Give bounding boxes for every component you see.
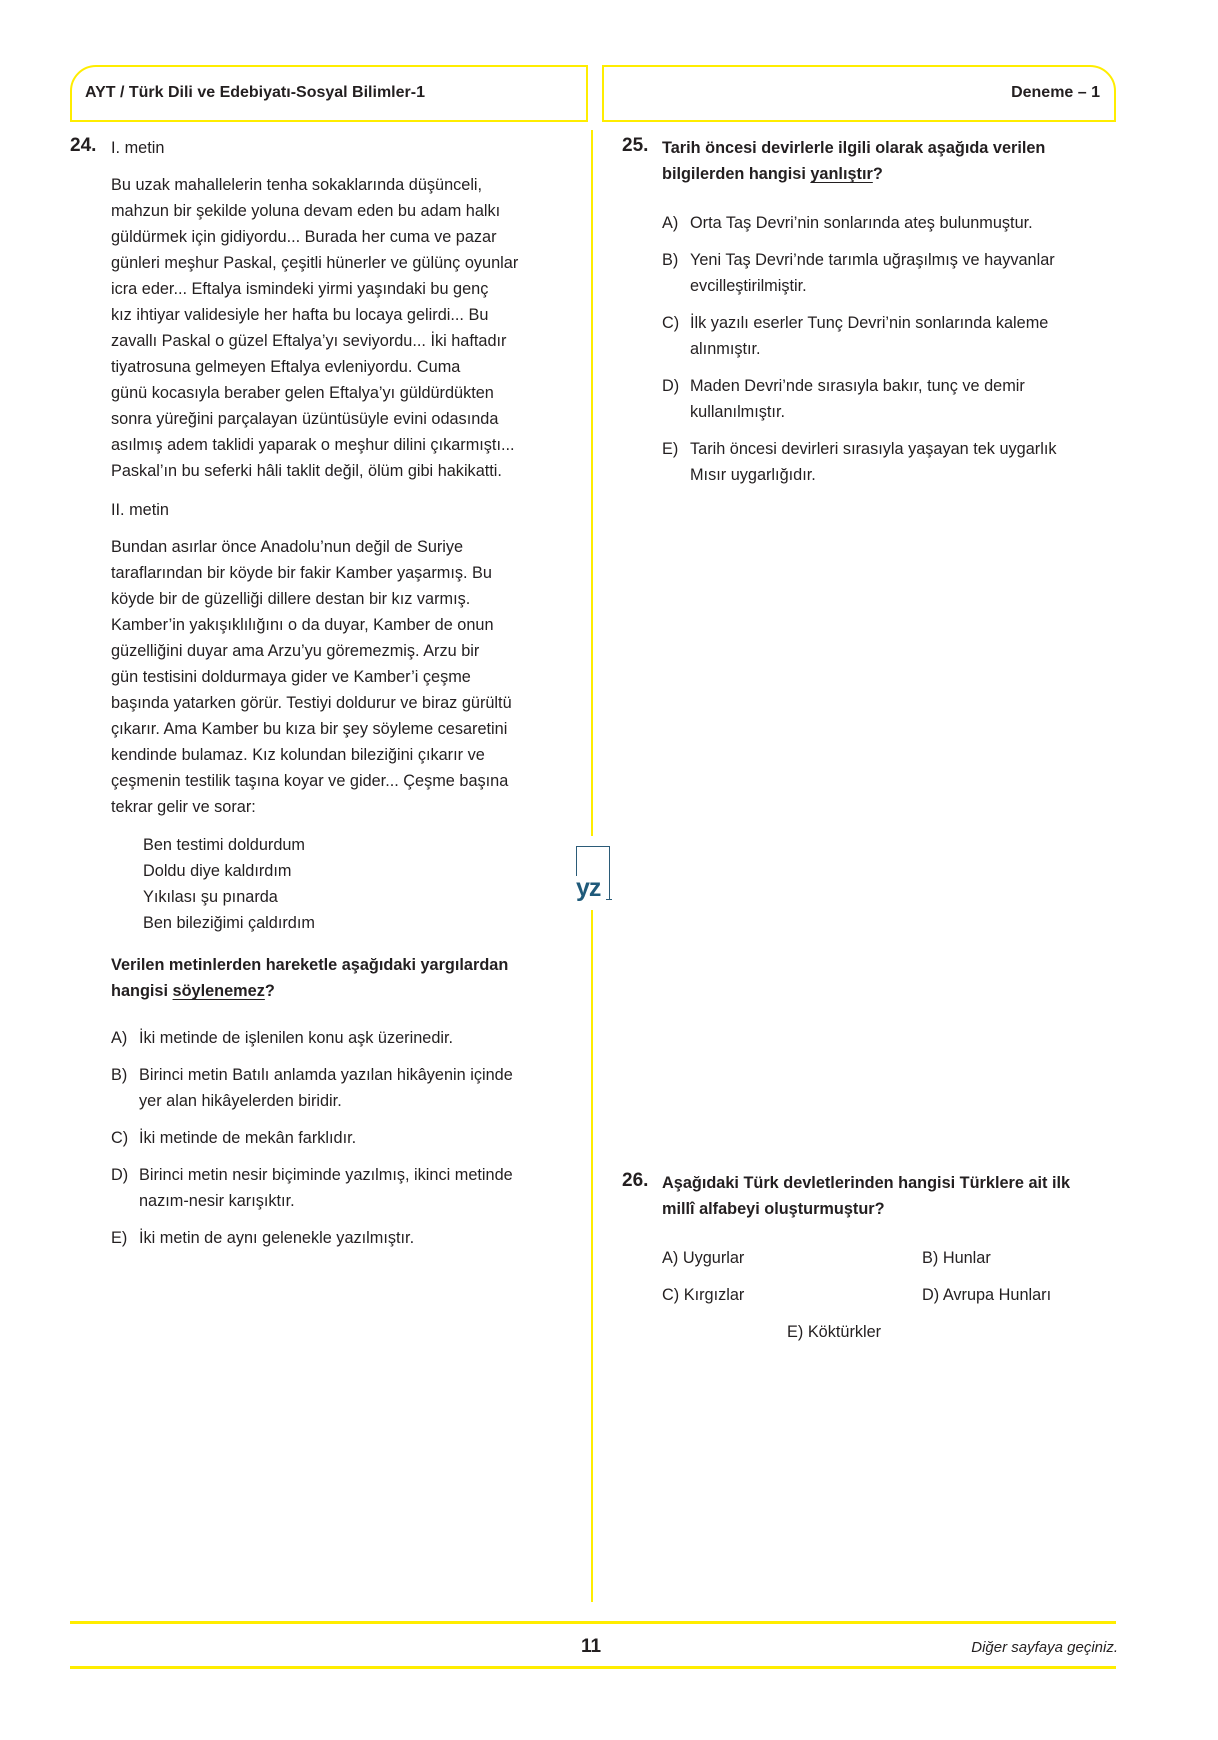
poem-line: Ben bileziğimi çaldırdım (143, 914, 315, 932)
q24-option-e[interactable] (111, 1225, 414, 1251)
option-text: Hunlar (942, 1249, 991, 1267)
passage-line: Paskal’ın bu seferki hâli taklit değil, ölüm gibi hakikatti. (111, 462, 502, 480)
q24-option-d[interactable] (111, 1162, 513, 1214)
option-text: Kırgızlar (683, 1286, 745, 1304)
q24-text1-label: I. metin (111, 139, 165, 157)
exam-version: Deneme – 1 (1011, 84, 1100, 101)
passage-line: icra eder... Eftalya ismindeki yirmi yaşındaki bu genç (111, 280, 489, 298)
column-divider-top (591, 130, 593, 836)
stem-line: Tarih öncesi devirlerle ilgili olarak aşağıda verilen (662, 139, 1046, 157)
option-text: Köktürkler (807, 1323, 882, 1341)
q25-option-d[interactable] (662, 373, 1025, 425)
option-label: B) (111, 1066, 128, 1084)
option-text: İlk yazılı eserler Tunç Devri’nin sonlarında kaleme (690, 314, 1049, 332)
q24-text2-label: II. metin (111, 501, 169, 519)
option-text: Yeni Taş Devri’nde tarımla uğraşılmış ve hayvanlar (690, 251, 1055, 269)
question-24-number: 24. (70, 135, 97, 156)
exam-title: AYT / Türk Dili ve Edebiyatı-Sosyal Bilimler-1 (85, 84, 425, 101)
passage-line: mahzun bir şekilde yoluna devam eden bu adam halkı (111, 202, 501, 220)
option-text: yer alan hikâyelerden biridir. (139, 1092, 342, 1110)
q24-option-c[interactable] (111, 1125, 356, 1151)
option-text: İki metinde de mekân farklıdır. (139, 1129, 357, 1147)
passage-line: başında yatarken görür. Testiyi doldurur ve biraz gürültü (111, 694, 512, 712)
passage-line: çıkarır. Ama Kamber bu kıza bir şey söyleme cesaretini (111, 720, 508, 738)
header-right-box (602, 65, 1116, 122)
q24-text2-passage (111, 534, 512, 820)
passage-line: köyde bir de güzelliği dillere destan bir kız varmış. (111, 590, 471, 608)
passage-line: çeşmenin testilik taşına koyar ve gider... Çeşme başına (111, 772, 509, 790)
question-26-number: 26. (622, 1170, 649, 1191)
option-label: A) (662, 214, 679, 232)
q26-option-d[interactable] (922, 1282, 1051, 1308)
q25-option-c[interactable] (662, 310, 1048, 362)
option-label: D) (662, 377, 680, 395)
option-text: nazım-nesir karışıktır. (139, 1192, 295, 1210)
option-text: Tarih öncesi devirleri sırasıyla yaşayan tek uygarlık (690, 440, 1057, 458)
q26-option-b[interactable] (922, 1245, 991, 1271)
stem-emphasis: söylenemez (172, 982, 265, 1000)
q24-poem (143, 832, 315, 936)
passage-line: taraflarından bir köyde bir fakir Kamber yaşarmış. Bu (111, 564, 492, 582)
poem-line: Ben testimi doldurdum (143, 836, 305, 854)
footer-bottom-rule (70, 1666, 1116, 1669)
option-text: Avrupa Hunları (942, 1286, 1052, 1304)
passage-line: kendinde bulamaz. Kız kolundan bileziğini çıkarır ve (111, 746, 485, 764)
option-text: İki metin de aynı gelenekle yazılmıştır. (139, 1229, 415, 1247)
option-label: B) (662, 251, 679, 269)
yz-publisher-logo-icon (576, 846, 612, 902)
passage-line: tekrar gelir ve sorar: (111, 798, 256, 816)
footer-top-rule (70, 1621, 1116, 1624)
passage-line: Bu uzak mahallelerin tenha sokaklarında düşünceli, (111, 176, 483, 194)
logo-tick (606, 899, 612, 901)
stem-line: millî alfabeyi oluşturmuştur? (662, 1200, 885, 1218)
option-label: E) (111, 1229, 128, 1247)
passage-line: Bundan asırlar önce Anadolu’nun değil de Suriye (111, 538, 464, 556)
option-label: E) (662, 440, 679, 458)
option-text: Orta Taş Devri’nin sonlarında ateş bulunmuştur. (690, 214, 1033, 232)
option-label: C) (662, 314, 680, 332)
stem-text: hangisi (111, 982, 173, 1000)
q24-text1-passage (111, 172, 518, 484)
q26-stem (662, 1170, 1070, 1222)
option-label: C) (662, 1286, 680, 1304)
option-label: E) (787, 1323, 804, 1341)
option-label: D) (922, 1286, 940, 1304)
option-text: Mısır uygarlığıdır. (690, 466, 816, 484)
q25-option-e[interactable] (662, 436, 1056, 488)
option-text: Birinci metin nesir biçiminde yazılmış, ikinci metinde (139, 1166, 513, 1184)
passage-line: gün testisini doldurmaya gider ve Kamber’i çeşme (111, 668, 471, 686)
stem-line: Aşağıdaki Türk devletlerinden hangisi Türklere ait ilk (662, 1174, 1071, 1192)
q24-option-a[interactable] (111, 1025, 453, 1051)
q24-option-b[interactable] (111, 1062, 513, 1114)
option-text: Maden Devri’nde sırasıyla bakır, tunç ve demir (690, 377, 1025, 395)
passage-line: güzelliğini duyar ama Arzu’yu göremezmiş. Arzu bir (111, 642, 480, 660)
option-text: alınmıştır. (690, 340, 761, 358)
option-label: A) (111, 1029, 128, 1047)
q26-option-a[interactable] (662, 1245, 744, 1271)
stem-text: ? (264, 982, 275, 1000)
passage-line: asılmış adem taklidi yaparak o meşhur dilini çıkarmıştı... (111, 436, 515, 454)
q24-stem (111, 952, 508, 1004)
stem-line: Verilen metinlerden hareketle aşağıdaki yargılardan (111, 956, 509, 974)
q25-stem (662, 135, 1045, 187)
option-text: Birinci metin Batılı anlamda yazılan hikâyenin içinde (139, 1066, 513, 1084)
option-label: D) (111, 1166, 129, 1184)
q25-option-b[interactable] (662, 247, 1055, 299)
passage-line: zavallı Paskal o güzel Eftalya’yı seviyordu... İki haftadır (111, 332, 507, 350)
passage-line: güldürmek için gidiyordu... Burada her cuma ve pazar (111, 228, 497, 246)
passage-line: günleri meşhur Paskal, çeşitli hünerler ve gülünç oyunlar (111, 254, 519, 272)
stem-emphasis: yanlıştır (810, 165, 873, 183)
question-25-number: 25. (622, 135, 649, 156)
option-text: Uygurlar (682, 1249, 745, 1267)
option-text: kullanılmıştır. (690, 403, 785, 421)
poem-line: Doldu diye kaldırdım (143, 862, 292, 880)
passage-line: kız ihtiyar validesiyle her hafta bu locaya gelirdi... Bu (111, 306, 489, 324)
poem-line: Yıkılası şu pınarda (143, 888, 278, 906)
option-text: İki metinde de işlenilen konu aşk üzerinedir. (139, 1029, 454, 1047)
option-label: B) (922, 1249, 939, 1267)
header-left-box (70, 65, 588, 122)
logo-text: yz (576, 874, 601, 902)
page-number: 11 (580, 1636, 602, 1657)
passage-line: günü kocasıyla beraber gelen Eftalya’yı güldürdükten (111, 384, 494, 402)
stem-line (111, 978, 508, 1004)
stem-line (662, 161, 1045, 187)
column-divider-bottom (591, 910, 593, 1602)
passage-line: Kamber’in yakışıklılığını o da duyar, Kamber de onun (111, 616, 494, 634)
q26-option-e[interactable] (787, 1319, 881, 1345)
q25-option-a[interactable] (662, 210, 1033, 236)
q26-option-c[interactable] (662, 1282, 744, 1308)
option-label: A) (662, 1249, 679, 1267)
passage-line: sonra yüreğini parçalayan üzüntüsüyle evini odasında (111, 410, 499, 428)
passage-line: tiyatrosuna gelmeyen Eftalya evleniyordu. Cuma (111, 358, 461, 376)
option-text: evcilleştirilmiştir. (690, 277, 807, 295)
next-page-note: Diğer sayfaya geçiniz. (971, 1639, 1118, 1656)
stem-text: ? (872, 165, 883, 183)
option-label: C) (111, 1129, 129, 1147)
stem-text: bilgilerden hangisi (662, 165, 811, 183)
